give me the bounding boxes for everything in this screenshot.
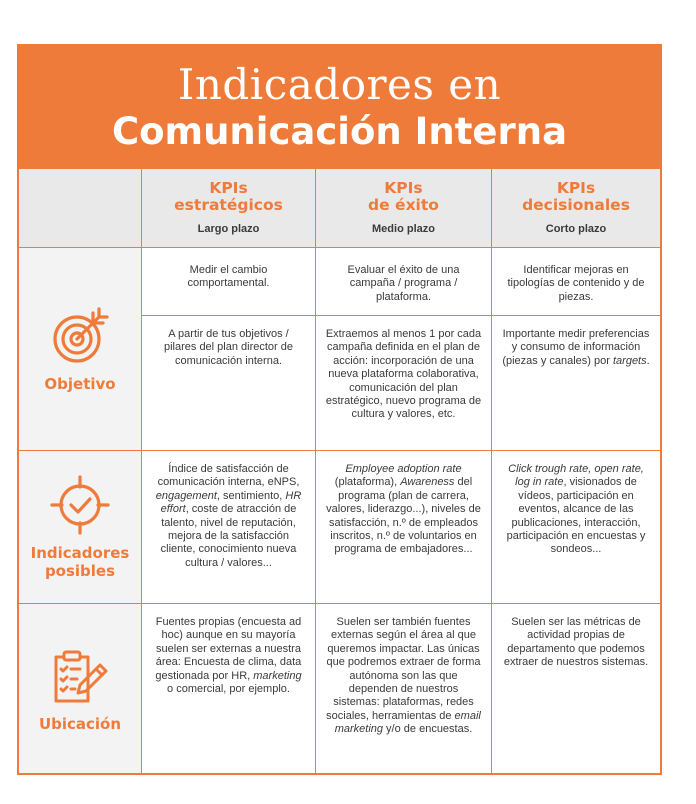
cell-objetivo-decisionales-b	[492, 316, 660, 451]
cell-objetivo-estrategicos-a: Medir el cambio comportamental.	[142, 248, 316, 316]
cell-text: Employee adoption rate (plataforma), Awareness del programa (plan de carrera, valores, liderazgo...), niveles de satisfacción, n.º de empleados inscritos, n.º de voluntarios en programa de embajadores...	[326, 463, 481, 556]
title-line-2: Comunicación Interna	[111, 110, 568, 153]
clipboard-pencil-icon	[50, 645, 110, 707]
title-banner	[19, 46, 660, 169]
row-header-objetivo	[19, 248, 142, 451]
cell-text: Importante medir preferencias y consumo de información (piezas y canales) por targets.	[502, 328, 650, 367]
row-label: Ubicación	[38, 714, 122, 733]
column-title: KPIs de éxito	[368, 179, 439, 214]
cell-ubicacion-estrategicos	[142, 604, 316, 773]
cell-indicadores-exito	[316, 451, 492, 604]
cell-indicadores-estrategicos	[142, 451, 316, 604]
title-line-1: Indicadores en	[177, 60, 502, 109]
crosshair-check-icon	[49, 474, 111, 536]
cell-objetivo-decisionales-a: Identificar mejoras en tipologías de contenido y de piezas.	[492, 248, 660, 316]
cell-objetivo-exito-a: Evaluar el éxito de una campaña / programa / plataforma.	[316, 248, 492, 316]
cell-objetivo-estrategicos-b: A partir de tus objetivos / pilares del plan director de comunicación interna.	[142, 316, 316, 451]
cell-ubicacion-exito	[316, 604, 492, 773]
target-icon	[49, 305, 111, 367]
column-header-estrategicos	[142, 169, 316, 248]
column-title: KPIs decisionales	[522, 179, 630, 214]
cell-text: Fuentes propias (encuesta ad hoc) aunque en su mayoría suelen ser externas a nuestra área: Encuesta de clima, data gestionada por HR, marketing o comercial, por ejemplo.	[155, 616, 302, 696]
column-subtitle: Medio plazo	[372, 223, 435, 235]
table-corner	[19, 169, 142, 248]
cell-ubicacion-decisionales: Suelen ser las métricas de actividad propias de departamento que podemos extraer de nuestros sistemas.	[503, 616, 649, 669]
cell-indicadores-decisionales	[492, 451, 660, 604]
column-title: KPIs estratégicos	[174, 179, 283, 214]
column-header-decisionales	[492, 169, 660, 248]
cell-text: Índice de satisfacción de comunicación interna, eNPS, engagement, sentimiento, HR effort, coste de atracción de talento, nivel de reputación, mejora de la satisfacción cliente, conocimiento nueva cultura / valores...	[155, 463, 302, 569]
cell-text: Click trough rate, open rate, log in rate, visionados de vídeos, participación en eventos, alcance de las publicaciones, interacción, participación en encuestas y sondeos...	[506, 463, 646, 556]
column-subtitle: Corto plazo	[545, 223, 607, 235]
row-header-indicadores	[19, 451, 142, 604]
column-header-exito	[316, 169, 492, 248]
infographic-frame	[17, 44, 662, 775]
cell-objetivo-exito-b: Extraemos al menos 1 por cada campaña definida en el plan de acción: incorporación de una nueva plataforma colaborativa, comunicación del plan estratégico, nuevo programa de cultura y valores, etc.	[316, 316, 492, 451]
kpi-table	[19, 169, 660, 773]
row-label: Indicadores posibles	[30, 544, 130, 580]
row-header-ubicacion	[19, 604, 142, 773]
column-subtitle: Largo plazo	[197, 223, 260, 235]
cell-text: Suelen ser también fuentes externas según el área al que queremos impactar. Las únicas que podremos extraer de forma autónoma son las que dependen de nuestros sistemas: plataformas, redes sociales, herramientas de email marketing y/o de encuestas.	[326, 616, 481, 736]
row-label: Objetivo	[44, 375, 116, 393]
